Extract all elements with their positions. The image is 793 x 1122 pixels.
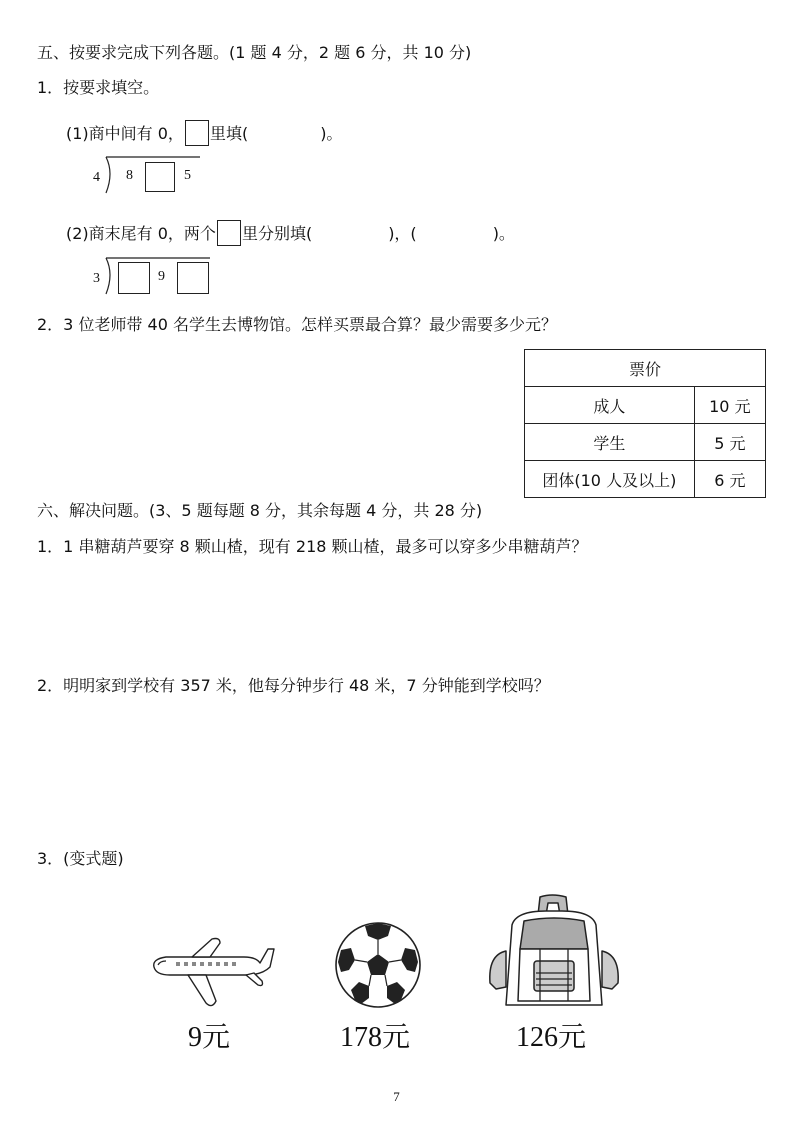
ticket-type: 成人 — [525, 387, 695, 424]
q1-part1-after: 里填( — [209, 124, 249, 143]
backpack-icon — [486, 893, 621, 1013]
soccer-ball-price: 178元 — [340, 1022, 411, 1053]
q1-part2-line — [66, 220, 515, 246]
section6-title: 六、解决问题。(3、5 题每题 8 分，其余每题 4 分，共 28 分) — [37, 501, 483, 520]
section5-title: 五、按要求完成下列各题。(1 题 4 分，2 题 6 分，共 10 分) — [37, 43, 472, 62]
q1-part1-before: (1)商中间有 0， — [66, 124, 184, 143]
answer-box-symbol — [185, 120, 209, 146]
q1-part2-after: 里分别填( — [241, 224, 313, 243]
q1-part2-before: (2)商末尾有 0，两个 — [66, 224, 216, 243]
divisor: 3 — [93, 271, 100, 286]
q1-label: 1．按要求填空。 — [37, 78, 160, 97]
ticket-price: 5 元 — [694, 424, 765, 461]
answer-box-symbol — [217, 220, 241, 246]
dividend-blank-box[interactable] — [118, 262, 150, 294]
page-number: 7 — [393, 1089, 400, 1104]
dividend-digit: 8 — [126, 168, 133, 183]
ticket-type: 团体(10 人及以上) — [525, 461, 695, 498]
table-row — [525, 387, 766, 424]
airplane-icon — [148, 935, 276, 1010]
s6-q1-text: 1．1 串糖葫芦要穿 8 颗山楂，现有 218 颗山楂，最多可以穿多少串糖葫芦？ — [37, 537, 588, 556]
s6-q3-text: 3．(变式题) — [37, 849, 124, 868]
airplane-price: 9元 — [188, 1022, 231, 1053]
table-header: 票价 — [525, 350, 766, 387]
table-row — [525, 424, 766, 461]
ticket-type: 学生 — [525, 424, 695, 461]
q1-part1-line — [66, 120, 342, 146]
ticket-price: 6 元 — [694, 461, 765, 498]
q2-text: 2．3 位老师带 40 名学生去博物馆。怎样买票最合算？最少需要多少元？ — [37, 315, 557, 334]
dividend-blank-box[interactable] — [177, 262, 209, 294]
backpack-price: 126元 — [516, 1022, 587, 1053]
s6-q2-text: 2．明明家到学校有 357 米，他每分钟步行 48 米，7 分钟能到学校吗？ — [37, 676, 550, 695]
ticket-price-table — [524, 349, 766, 498]
dividend-digit: 9 — [158, 269, 165, 284]
q1-part2-close: )。 — [492, 224, 515, 243]
divisor: 4 — [93, 170, 100, 185]
dividend-digit: 5 — [184, 168, 191, 183]
q1-part2-mid: )，( — [388, 224, 417, 243]
division-frame-1 — [90, 155, 210, 197]
dividend-blank-box[interactable] — [145, 162, 175, 192]
division-frame-2 — [90, 256, 215, 298]
ticket-price: 10 元 — [694, 387, 765, 424]
q1-part1-close: )。 — [320, 124, 343, 143]
table-row — [525, 461, 766, 498]
soccer-ball-icon — [333, 920, 423, 1010]
